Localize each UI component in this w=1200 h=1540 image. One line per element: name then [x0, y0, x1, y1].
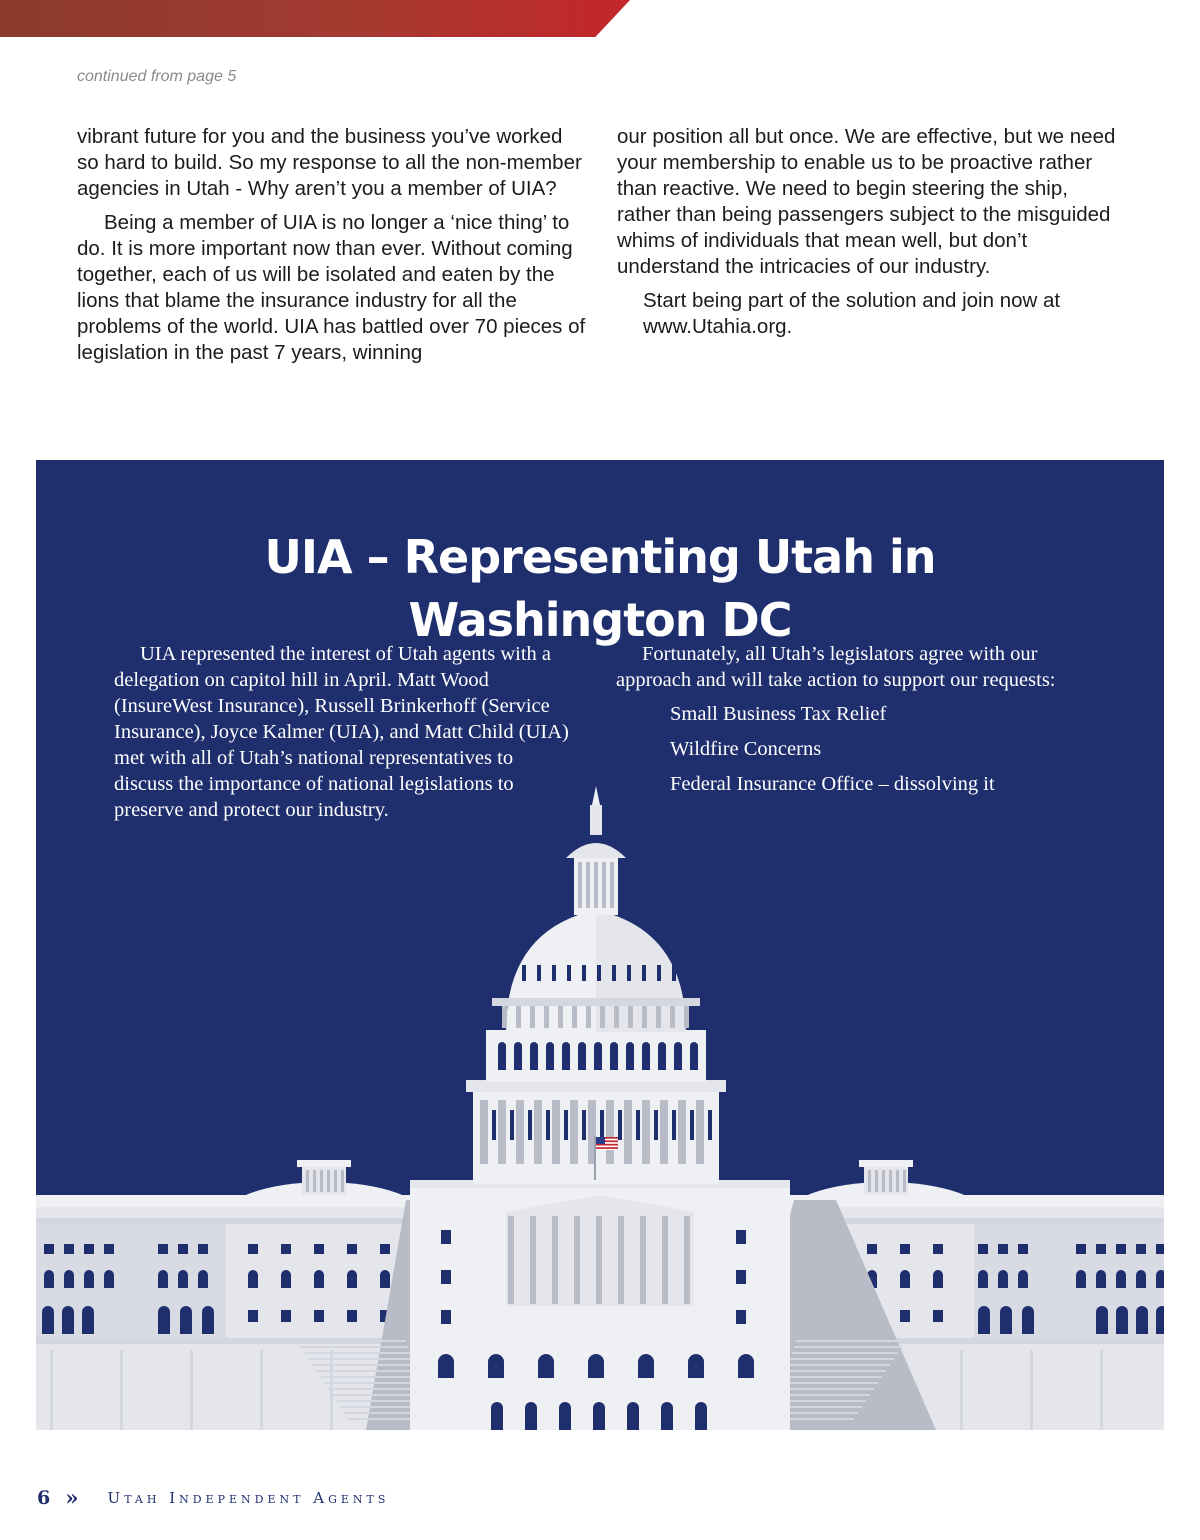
intro-paragraph: our position all but once. We are effective, but we need your membership to enable us to be proactive rather than reactive. We need to begin steering the ship, rather than being passengers subject to the misguided whims of individuals that mean well, but don’t understand the intricacies of our industry. — [617, 125, 1116, 278]
drum-window — [600, 1110, 604, 1140]
lantern-column — [586, 862, 590, 908]
stair-step — [784, 1376, 882, 1378]
attic-window — [658, 1042, 666, 1070]
wing-window — [1096, 1270, 1106, 1288]
cupola-column — [903, 1170, 906, 1192]
central-door — [559, 1402, 571, 1430]
base-pillar — [1100, 1350, 1103, 1430]
wing-window — [84, 1270, 94, 1288]
central-window — [441, 1230, 451, 1244]
lantern-column — [594, 862, 598, 908]
dome-rib-window — [597, 965, 601, 981]
drum-column — [660, 1100, 668, 1164]
dome-ring-column — [670, 1006, 675, 1028]
drum-column — [516, 1100, 524, 1164]
feature-paragraph: Fortunately, all Utah’s legislators agree with our approach and will take action to support our requests: — [616, 643, 1056, 691]
central-window — [736, 1310, 746, 1324]
drum-window — [690, 1110, 694, 1140]
wing-window — [978, 1270, 988, 1288]
portico-column — [574, 1216, 580, 1304]
portico-column — [684, 1216, 690, 1304]
portico-column — [552, 1216, 558, 1304]
lantern-column — [610, 862, 614, 908]
header-accent-band — [0, 0, 630, 37]
central-door — [525, 1402, 537, 1430]
drum-window — [708, 1110, 712, 1140]
dome-ring-column — [572, 1006, 577, 1028]
feature-title — [36, 526, 1164, 652]
wing-window — [1076, 1244, 1086, 1254]
wing-window — [1136, 1270, 1146, 1288]
base-pillar — [1030, 1350, 1033, 1430]
wing-window — [1116, 1306, 1128, 1334]
wing-window — [900, 1244, 910, 1254]
drum-column — [624, 1100, 632, 1164]
statue-of-freedom — [592, 786, 600, 805]
wing-window — [933, 1244, 943, 1254]
lantern-column — [602, 862, 606, 908]
wing-window — [281, 1310, 291, 1322]
dome-rib-window — [582, 965, 586, 981]
attic-window — [546, 1042, 554, 1070]
stair-step — [312, 1364, 414, 1366]
wing-window — [900, 1310, 910, 1322]
stair-step — [788, 1364, 890, 1366]
wing-window — [104, 1244, 114, 1254]
wing-window — [1156, 1306, 1164, 1334]
request-item: Wildfire Concerns — [670, 738, 822, 760]
cupola-column — [341, 1170, 344, 1192]
portico-column — [618, 1216, 624, 1304]
cupola-column — [327, 1170, 330, 1192]
base-pillar — [50, 1350, 53, 1430]
wing-window — [1096, 1244, 1106, 1254]
intro-left-column — [77, 124, 587, 374]
cupola-column — [875, 1170, 878, 1192]
feature-right-column — [616, 641, 1086, 806]
base-pillar — [960, 1350, 963, 1430]
central-window — [441, 1270, 451, 1284]
central-window — [488, 1354, 504, 1378]
wing-window — [347, 1270, 357, 1288]
drum-column — [552, 1100, 560, 1164]
stair-step — [320, 1376, 418, 1378]
portico-column — [662, 1216, 668, 1304]
intro-paragraph: Start being part of the solution and join now at www.Utahia.org. — [643, 289, 1061, 338]
intro-paragraph: Being a member of UIA is no longer a ‘nice thing’ to do. It is more important now than ever. Without coming together, each of us will be isolated and eaten by the lions that blame the insurance industry for all the problems of the world. UIA has battled over 70 pieces of legislation in the past 7 years, winning — [77, 211, 586, 364]
wing-window — [104, 1270, 114, 1288]
stair-step — [778, 1394, 870, 1396]
dome-ring-column — [600, 1006, 605, 1028]
magazine-title: Utah Independent Agents — [107, 1488, 390, 1507]
intro-right-column — [617, 124, 1117, 348]
attic-window — [626, 1042, 634, 1070]
central-window — [588, 1354, 604, 1378]
wing-window — [248, 1270, 258, 1288]
dome-ring-column — [628, 1006, 633, 1028]
stair-step — [304, 1352, 410, 1354]
wing-window — [1076, 1270, 1086, 1288]
cupola-column — [868, 1170, 871, 1192]
flag-stripe — [596, 1144, 618, 1146]
wing-window — [198, 1270, 208, 1288]
central-window — [438, 1354, 454, 1378]
central-window — [738, 1354, 754, 1378]
portico-column — [530, 1216, 536, 1304]
dome-ring-column — [502, 1006, 507, 1028]
dome-ring-column — [684, 1006, 689, 1028]
feature-panel — [36, 460, 1164, 1430]
wing-window — [1018, 1244, 1028, 1254]
cupola-column — [320, 1170, 323, 1192]
wing-window — [314, 1310, 324, 1322]
attic-window — [498, 1042, 506, 1070]
central-door — [491, 1402, 503, 1430]
drum-window — [564, 1110, 568, 1140]
wing-window — [1116, 1270, 1126, 1288]
wing-window — [64, 1270, 74, 1288]
wing-window — [1022, 1306, 1034, 1334]
dome-ring-column — [558, 1006, 563, 1028]
drum-window — [636, 1110, 640, 1140]
wing-window — [380, 1244, 390, 1254]
stair-step — [786, 1370, 886, 1372]
wing-window — [998, 1270, 1008, 1288]
attic-window — [690, 1042, 698, 1070]
wing-window — [281, 1244, 291, 1254]
wing-window — [380, 1270, 390, 1288]
cupola-column — [896, 1170, 899, 1192]
wing-window — [202, 1306, 214, 1334]
drum-window — [618, 1110, 622, 1140]
base-pillar — [120, 1350, 123, 1430]
base-pillar — [190, 1350, 193, 1430]
dome-rib-window — [567, 965, 571, 981]
stair-step — [780, 1388, 874, 1390]
base-pillar — [260, 1350, 263, 1430]
wing-window — [314, 1244, 324, 1254]
drum-column — [534, 1100, 542, 1164]
central-window — [638, 1354, 654, 1378]
wing-window — [978, 1244, 988, 1254]
drum-window — [510, 1110, 514, 1140]
portico-column — [596, 1216, 602, 1304]
dome-ring-column — [642, 1006, 647, 1028]
drum-window — [654, 1110, 658, 1140]
flag-canton — [596, 1137, 605, 1144]
drum-column — [696, 1100, 704, 1164]
central-window — [736, 1230, 746, 1244]
portico-column — [508, 1216, 514, 1304]
wing-window — [933, 1270, 943, 1288]
stair-step — [796, 1340, 906, 1342]
dome-rib-window — [612, 965, 616, 981]
central-window — [441, 1310, 451, 1324]
wing-window — [1116, 1244, 1126, 1254]
wing-window — [867, 1244, 877, 1254]
wing-window — [998, 1244, 1008, 1254]
drum-column — [678, 1100, 686, 1164]
attic-window — [594, 1042, 602, 1070]
stair-step — [300, 1346, 408, 1348]
wing-window — [248, 1310, 258, 1322]
drum-column — [642, 1100, 650, 1164]
wing-window — [1156, 1244, 1164, 1254]
drum-column — [498, 1100, 506, 1164]
attic-window — [610, 1042, 618, 1070]
stair-step — [296, 1340, 406, 1342]
wing-window — [248, 1244, 258, 1254]
wing-window — [1156, 1270, 1164, 1288]
lantern-cap — [566, 843, 626, 858]
drum-window — [672, 1110, 676, 1140]
wing-window — [281, 1270, 291, 1288]
dome-ring — [492, 998, 700, 1006]
dome-rib-window — [537, 965, 541, 981]
central-window — [736, 1270, 746, 1284]
wing-window — [1136, 1306, 1148, 1334]
dome-ring-column — [516, 1006, 521, 1028]
stair-step — [308, 1358, 412, 1360]
stair-step — [794, 1346, 902, 1348]
wing-window — [347, 1310, 357, 1322]
wing-window — [1018, 1270, 1028, 1288]
request-item: Federal Insurance Office – dissolving it — [670, 773, 995, 795]
drum-window — [582, 1110, 586, 1140]
stair-step — [790, 1358, 894, 1360]
drum-window — [528, 1110, 532, 1140]
dome-ring-column — [544, 1006, 549, 1028]
central-window — [538, 1354, 554, 1378]
dome-rib-window — [522, 965, 526, 981]
drum-column — [570, 1100, 578, 1164]
wing-window — [44, 1270, 54, 1288]
attic-window — [514, 1042, 522, 1070]
dome-rib-window — [657, 965, 661, 981]
continued-note: continued from page 5 — [77, 68, 237, 85]
drum-column — [480, 1100, 488, 1164]
central-door — [695, 1402, 707, 1430]
dome-ring-column — [656, 1006, 661, 1028]
cupola-column — [313, 1170, 316, 1192]
wing-window — [978, 1306, 990, 1334]
stair-step — [782, 1382, 878, 1384]
stair-step — [328, 1388, 422, 1390]
wing-window — [158, 1270, 168, 1288]
wing-window — [44, 1244, 54, 1254]
attic-window — [530, 1042, 538, 1070]
statue-base — [590, 805, 602, 835]
drum-column — [606, 1100, 614, 1164]
feature-title-line: UIA – Representing Utah in — [264, 530, 936, 585]
wing-window — [1136, 1244, 1146, 1254]
attic-window — [674, 1042, 682, 1070]
drum-window — [546, 1110, 550, 1140]
wing-window — [178, 1244, 188, 1254]
wing-window — [64, 1244, 74, 1254]
cupola-column — [334, 1170, 337, 1192]
stair-step — [324, 1382, 420, 1384]
cupola-column — [889, 1170, 892, 1192]
wing-window — [900, 1270, 910, 1288]
request-item: Small Business Tax Relief — [670, 703, 887, 725]
wing-window — [347, 1244, 357, 1254]
cupola-column — [882, 1170, 885, 1192]
side-dome-cupola-cap — [859, 1160, 913, 1167]
flag-stripe — [596, 1147, 618, 1149]
wing-window — [84, 1244, 94, 1254]
wing-window — [158, 1244, 168, 1254]
wing-window — [62, 1306, 74, 1334]
feature-paragraph: UIA represented the interest of Utah agents with a delegation on capitol hill in April. Matt Wood (InsureWest Insurance), Russell Brinkerhoff (Service Insurance), Joyce Kalmer (UIA), and Matt Child (UIA) met with all of Utah’s national representatives to discuss the importance of national legislations to preserve and protect our industry. — [114, 643, 569, 821]
central-door — [627, 1402, 639, 1430]
feature-title-line: Washington DC — [408, 593, 792, 648]
lantern-column — [578, 862, 582, 908]
side-dome-cupola-cap — [297, 1160, 351, 1167]
wing-window — [42, 1306, 54, 1334]
dome-ring-column — [530, 1006, 535, 1028]
wing-window — [180, 1306, 192, 1334]
dome-ring-column — [614, 1006, 619, 1028]
page-number: 6 — [37, 1486, 51, 1509]
flag-pole — [594, 1136, 596, 1180]
attic-window — [642, 1042, 650, 1070]
central-door — [661, 1402, 673, 1430]
wing-window — [198, 1244, 208, 1254]
wing-window — [1096, 1306, 1108, 1334]
page-footer — [37, 1485, 389, 1510]
cupola-column — [306, 1170, 309, 1192]
drum-window — [492, 1110, 496, 1140]
portico-column — [640, 1216, 646, 1304]
central-door — [593, 1402, 605, 1430]
wing-window — [933, 1310, 943, 1322]
chevron-separator-icon: » — [65, 1485, 79, 1510]
wing-window — [314, 1270, 324, 1288]
intro-paragraph: vibrant future for you and the business you’ve worked so hard to build. So my response to all the non-member agencies in Utah - Why aren’t you a member of UIA? — [77, 125, 582, 200]
wing-window — [178, 1270, 188, 1288]
attic-window — [578, 1042, 586, 1070]
dome-rib-window — [552, 965, 556, 981]
dome-ring-column — [586, 1006, 591, 1028]
wing-window — [158, 1306, 170, 1334]
requests-list — [616, 701, 1086, 797]
dome-rib-window — [627, 965, 631, 981]
central-window — [688, 1354, 704, 1378]
dome-rib-window — [672, 965, 676, 981]
dome-rib-window — [642, 965, 646, 981]
stair-step — [316, 1370, 416, 1372]
wing-window — [1000, 1306, 1012, 1334]
stair-step — [792, 1352, 898, 1354]
wing-window — [82, 1306, 94, 1334]
feature-left-column — [114, 641, 569, 823]
attic-window — [562, 1042, 570, 1070]
